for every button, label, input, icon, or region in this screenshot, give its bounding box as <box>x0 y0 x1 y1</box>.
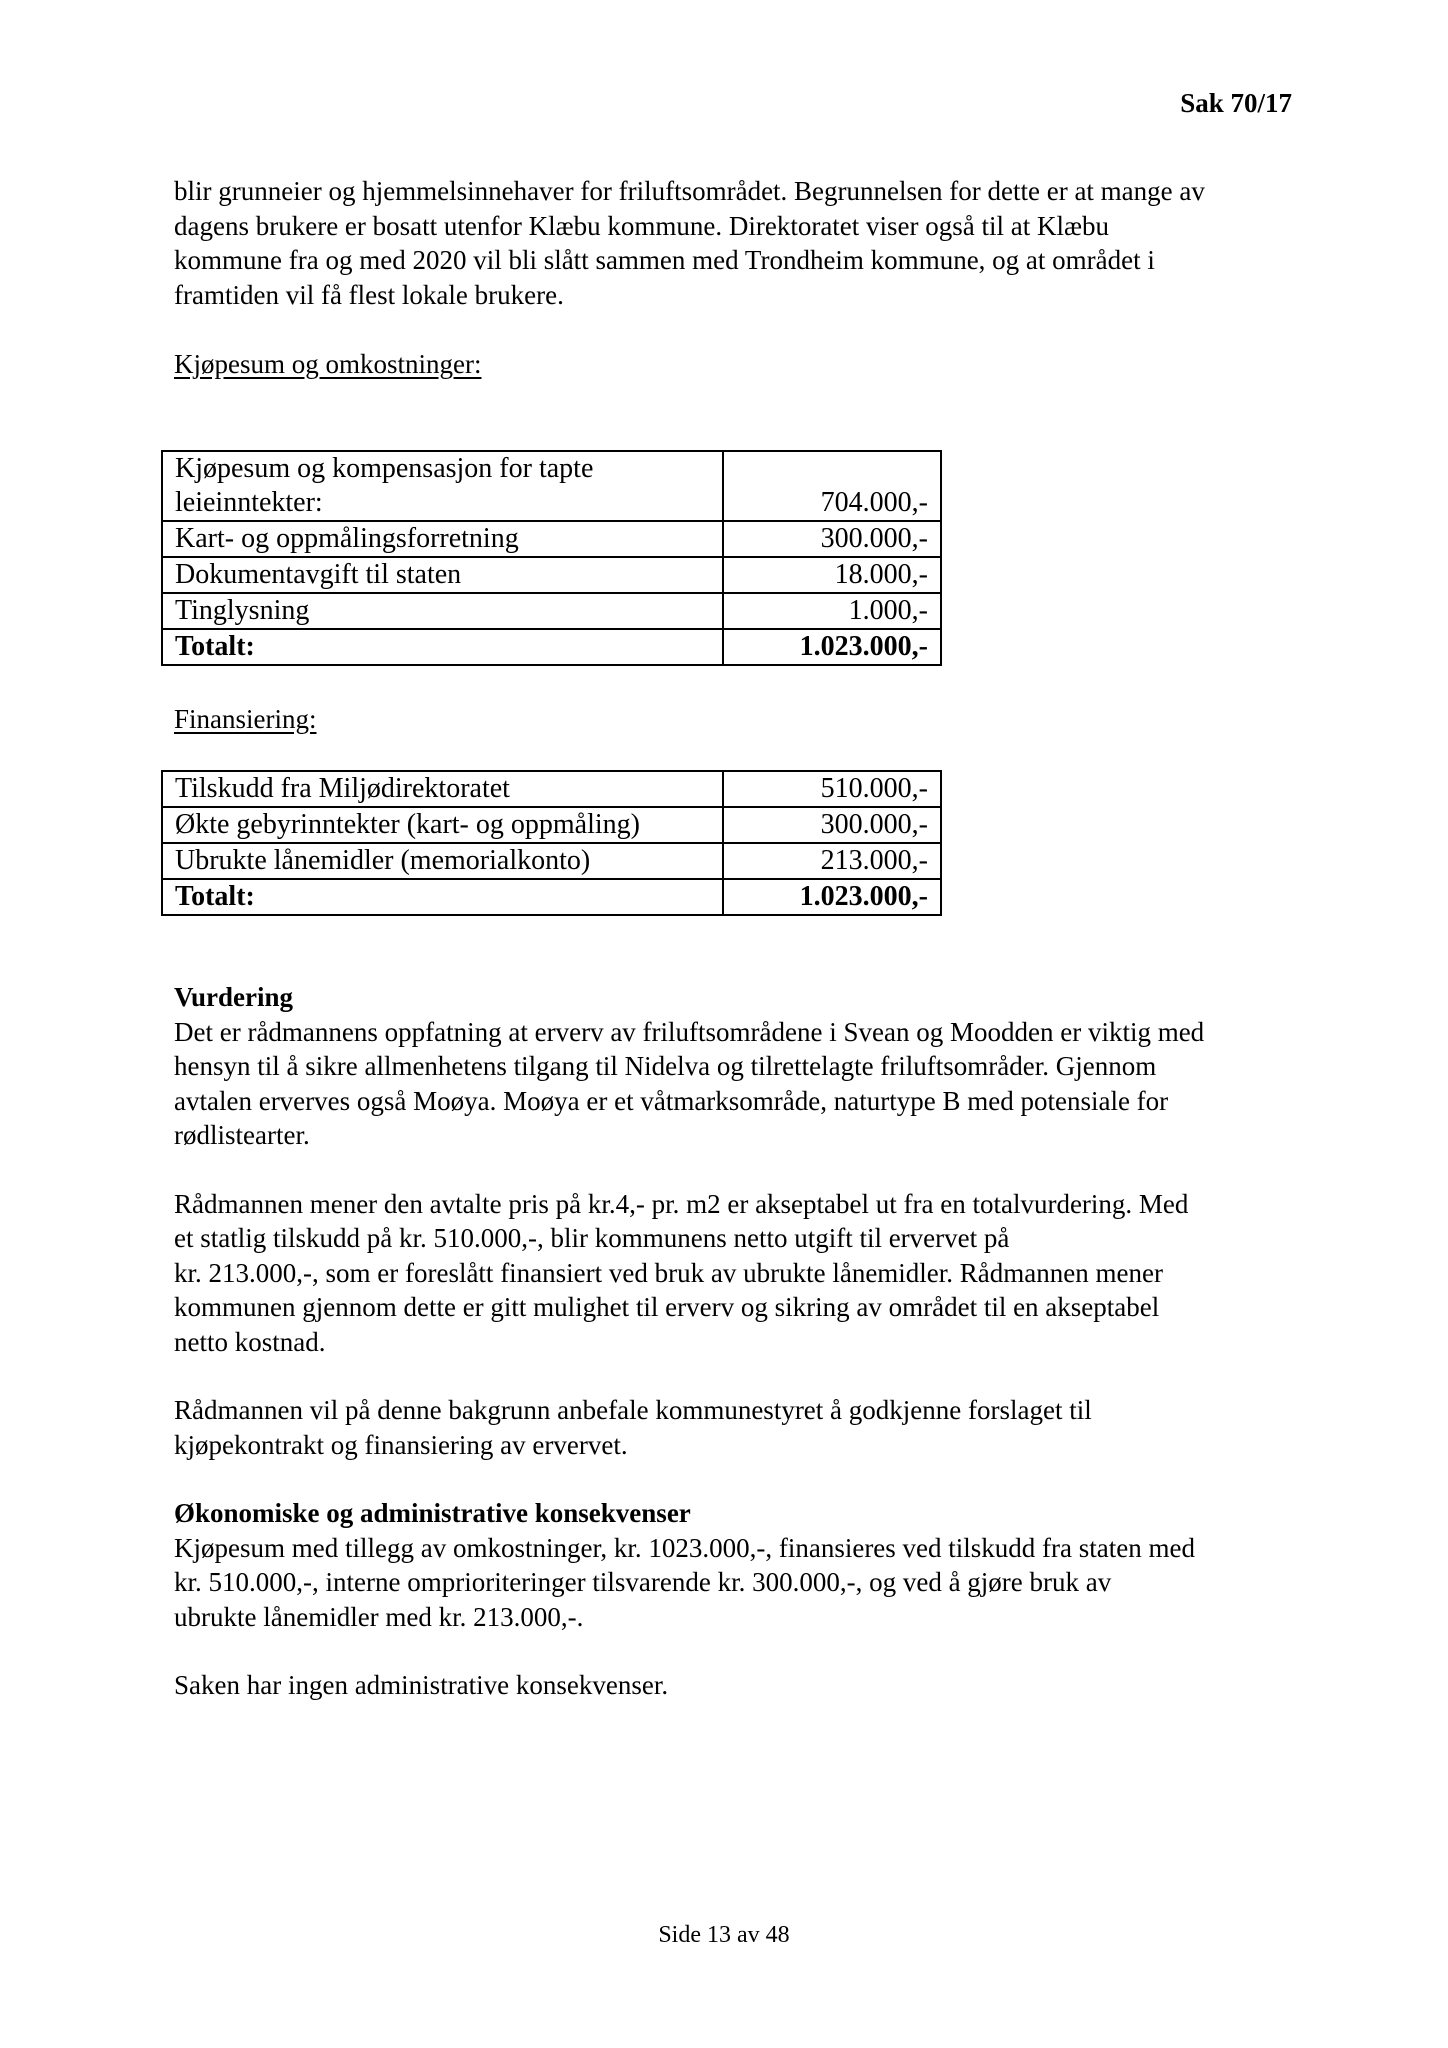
text-line: kr. 213.000,-, som er foreslått finansiert ved bruk av ubrukte lånemidler. Rådmannen mener <box>174 1257 1163 1288</box>
costs-section-label <box>174 347 1290 382</box>
text-line: Rådmannen vil på denne bakgrunn anbefale kommunestyret å godkjenne forslaget til <box>174 1395 1092 1425</box>
table-row <box>162 557 941 593</box>
table-row <box>162 451 941 521</box>
consequences-paragraph-2: Saken har ingen administrative konsekvenser. <box>174 1670 669 1700</box>
table-row <box>162 593 941 629</box>
costs-table <box>161 450 942 666</box>
table-row <box>162 771 941 807</box>
text-line: kr. 510.000,-, interne omprioriteringer tilsvarende kr. 300.000,-, og ved å gjøre bruk av <box>174 1567 1112 1597</box>
table-cell-amount: 1.000,- <box>723 593 941 629</box>
table-cell-label: Tilskudd fra Miljødirektoratet <box>162 771 723 807</box>
table-cell-label: Tinglysning <box>162 593 723 629</box>
cell-text: leieinntekter: <box>175 486 323 518</box>
case-reference: Sak 70/17 <box>1180 88 1292 118</box>
table-cell-label: Kart- og oppmålingsforretning <box>162 521 723 557</box>
table-total-label: Totalt: <box>162 879 723 915</box>
text-line: Kjøpesum med tillegg av omkostninger, kr. 1023.000,-, finansieres ved tilskudd fra staten med <box>174 1532 1195 1563</box>
table-cell-amount: 300.000,- <box>723 521 941 557</box>
text-line: Det er rådmannens oppfatning at erverv av friluftsområdene i Svean og Moodden er viktig med <box>174 1016 1205 1047</box>
text-line: rødlistearter. <box>174 1120 310 1150</box>
table-cell-amount: 510.000,- <box>723 771 941 807</box>
table-row <box>162 807 941 843</box>
financing-table <box>161 770 942 916</box>
page-number: Side 13 av 48 <box>658 1922 790 1948</box>
intro-line: kommune fra og med 2020 vil bli slått sammen med Trondheim kommune, og at området i <box>174 245 1155 275</box>
intro-line: dagens brukere er bosatt utenfor Klæbu kommune. Direktoratet viser også til at Klæbu <box>174 210 1110 241</box>
costs-label-text: Kjøpesum og omkostninger: <box>174 349 482 379</box>
intro-line: blir grunneier og hjemmelsinnehaver for friluftsområdet. Begrunnelsen for dette er at mange av <box>174 176 1205 206</box>
financing-label-text: Finansiering: <box>174 703 317 734</box>
table-cell-amount: 213.000,- <box>723 843 941 879</box>
assessment-paragraph-2 <box>174 1187 1290 1360</box>
assessment-paragraph-3 <box>174 1393 1290 1462</box>
table-total-label: Totalt: <box>162 629 723 665</box>
intro-paragraph <box>174 174 1290 312</box>
cell-text: Kjøpesum og kompensasjon for tapte <box>175 452 594 484</box>
text-line: kommunen gjennom dette er gitt mulighet til erverv og sikring av området til en akseptabel <box>174 1292 1160 1322</box>
financing-section-label <box>174 702 1290 737</box>
text-line: ubrukte lånemidler med kr. 213.000,-. <box>174 1601 584 1632</box>
text-line: netto kostnad. <box>174 1326 326 1357</box>
table-total-amount: 1.023.000,- <box>723 629 941 665</box>
table-cell-amount: 704.000,- <box>723 451 941 521</box>
table-cell-label: Ubrukte lånemidler (memorialkonto) <box>162 843 723 879</box>
assessment-paragraph-1 <box>174 1015 1290 1153</box>
text-line: avtalen erverves også Moøya. Moøya er et våtmarksområde, naturtype B med potensiale for <box>174 1085 1169 1116</box>
document-body <box>174 174 1290 1703</box>
consequences-heading: Økonomiske og administrative konsekvenser <box>174 1498 691 1528</box>
table-total-amount: 1.023.000,- <box>723 879 941 915</box>
table-cell-amount: 18.000,- <box>723 557 941 593</box>
intro-line: framtiden vil få flest lokale brukere. <box>174 279 564 310</box>
table-cell-amount: 300.000,- <box>723 807 941 843</box>
table-cell-label: Økte gebyrinntekter (kart- og oppmåling) <box>162 807 723 843</box>
assessment-heading: Vurdering <box>174 982 294 1012</box>
table-row <box>162 521 941 557</box>
consequences-paragraph-1 <box>174 1531 1290 1635</box>
table-total-row <box>162 629 941 665</box>
table-cell-label: Dokumentavgift til staten <box>162 557 723 593</box>
table-cell-label <box>162 451 723 521</box>
text-line: et statlig tilskudd på kr. 510.000,-, blir kommunens netto utgift til ervervet på <box>174 1223 1010 1253</box>
table-row <box>162 843 941 879</box>
text-line: hensyn til å sikre allmenhetens tilgang til Nidelva og tilrettelagte friluftsområder. Gjennom <box>174 1051 1157 1081</box>
table-total-row <box>162 879 941 915</box>
text-line: Rådmannen mener den avtalte pris på kr.4,- pr. m2 er akseptabel ut fra en totalvurdering. Med <box>174 1188 1189 1219</box>
text-line: kjøpekontrakt og finansiering av ervervet. <box>174 1429 628 1460</box>
